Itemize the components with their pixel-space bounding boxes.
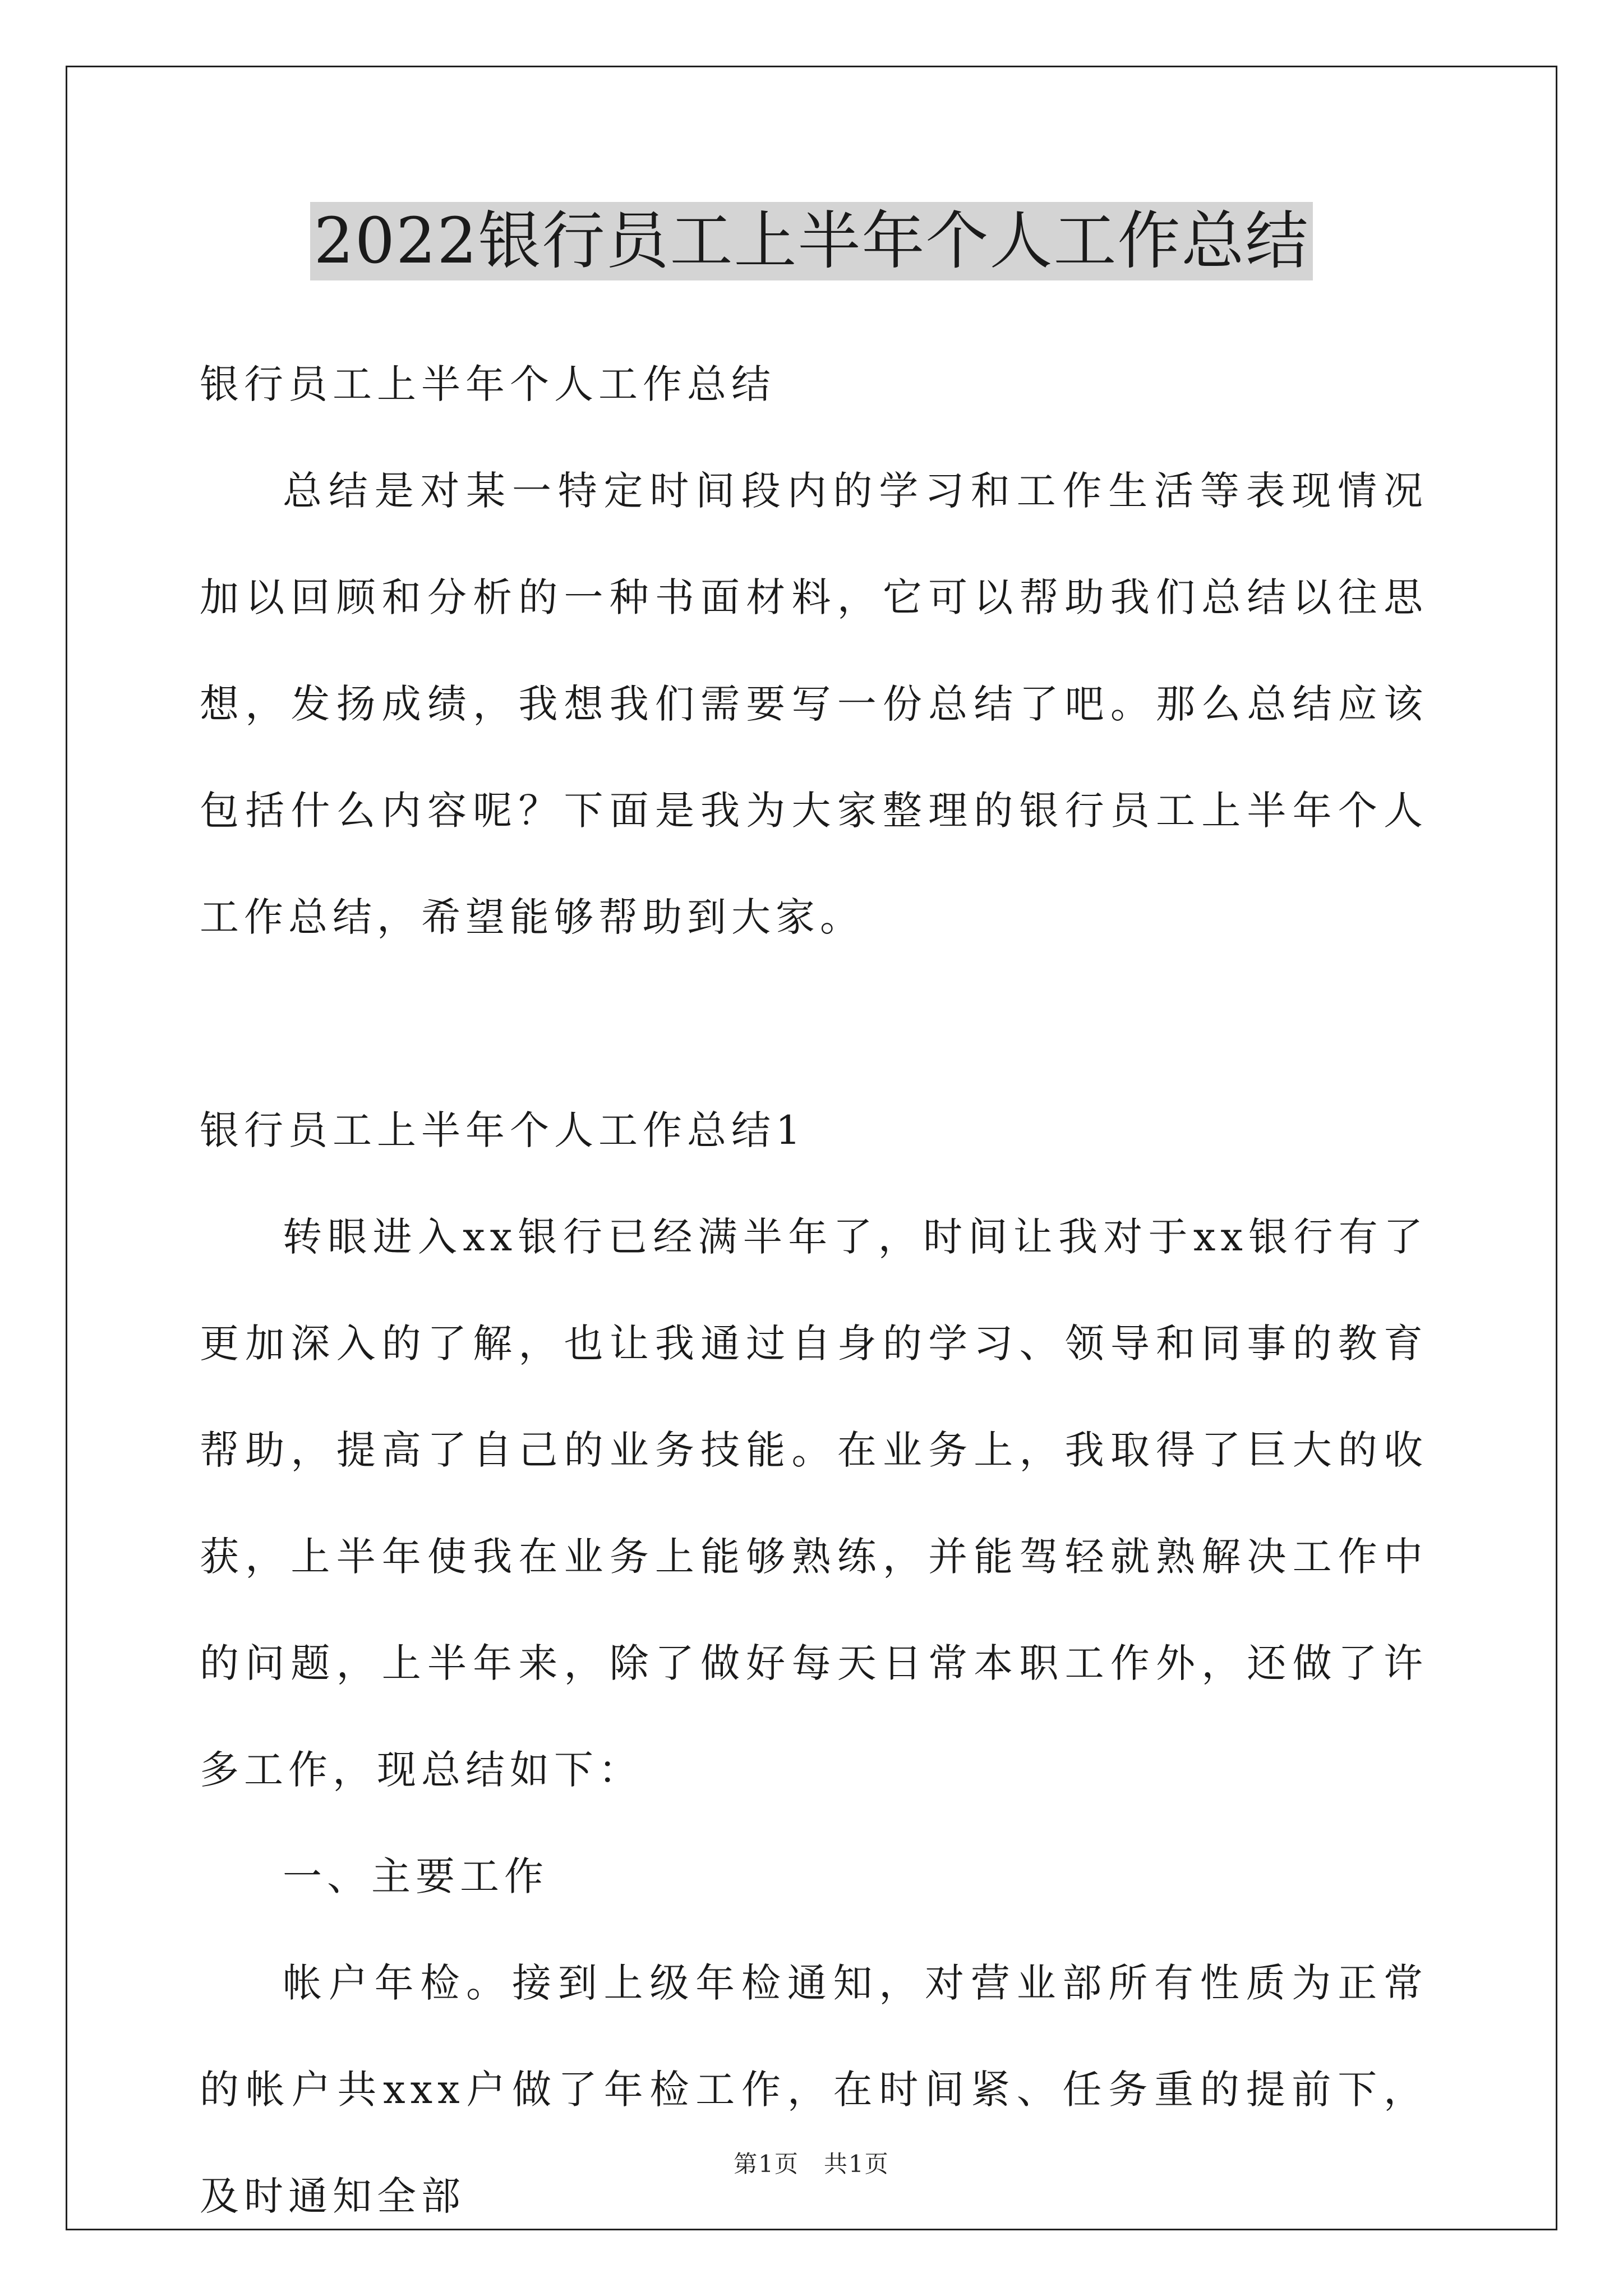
subheading: 一、主要工作: [283, 1853, 548, 1899]
subtitle: 银行员工上半年个人工作总结: [200, 361, 776, 407]
blank-line: [200, 970, 1428, 1077]
body-paragraph: 转眼进入xx银行已经满半年了，时间让我对于xx银行有了更加深入的了解，也让我通过自身的学习、领导和同事的教育帮助，提高了自己的业务技能。在业务上，我取得了巨大的收获，上半年使我在业务上能够熟练，并能驾轻就熟解决工作中的问题，上半年来，除了做好每天日常本职工作外，还做了许多工作，现总结如下：: [200, 1214, 1428, 1793]
page-footer: 第1页 共1页: [734, 2150, 889, 2178]
section-heading: 银行员工上半年个人工作总结1: [200, 1107, 806, 1153]
title-block: [0, 202, 1623, 280]
intro-paragraph: 总结是对某一特定时间段内的学习和工作生活等表现情况加以回顾和分析的一种书面材料，它可以帮助我们总结以往思想，发扬成绩，我想我们需要写一份总结了吧。那么总结应该包括什么内容呢？下面是我为大家整理的银行员工上半年个人工作总结，希望能够帮助到大家。: [200, 468, 1428, 940]
document-body: [200, 331, 1428, 2249]
document-title: 2022银行员工上半年个人工作总结: [310, 202, 1312, 280]
body-paragraph-2: 帐户年检。接到上级年检通知，对营业部所有性质为正常的帐户共xxx户做了年检工作，在时间紧、任务重的提前下，及时通知全部: [200, 1960, 1428, 2219]
